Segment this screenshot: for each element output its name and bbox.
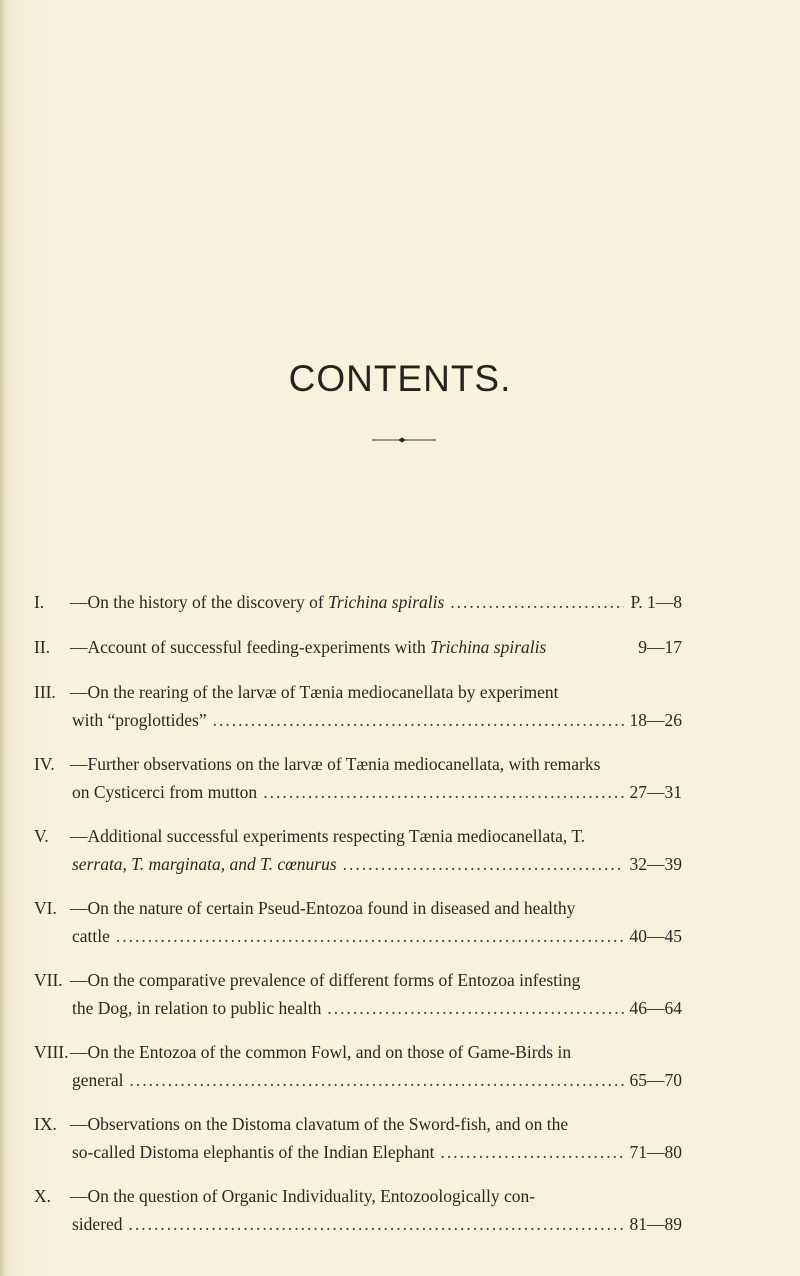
entry-pages: 81—89 (629, 1214, 682, 1234)
entry-pages: 18—26 (629, 710, 682, 730)
page-title: CONTENTS. (288, 358, 512, 399)
entry-title-italic: Trichina spiralis (430, 637, 547, 657)
entry-title: —Account of successful feeding-experiments with Trichina spiralis (70, 637, 547, 657)
entry-numeral: VII. (34, 970, 63, 990)
entry-numeral: IV. (34, 754, 55, 774)
entry-title-line2: general (72, 1070, 124, 1090)
entry-pages: 32—39 (629, 854, 682, 874)
entry-numeral: V. (34, 826, 49, 846)
entry-title-line2: with “proglottides” (72, 710, 207, 730)
entry-numeral: X. (34, 1186, 52, 1206)
dot-leader (116, 926, 624, 946)
entry-numeral: IX. (34, 1114, 57, 1134)
entry-continuation (72, 1142, 682, 1162)
entry-numeral: II. (34, 637, 51, 657)
entry-pages: 71—80 (629, 1142, 682, 1162)
entry-pages: 27—31 (629, 782, 682, 802)
entry-pages: 65—70 (629, 1070, 682, 1090)
entry-title-line2: cattle (72, 926, 110, 946)
entry-pages: 46—64 (629, 998, 682, 1018)
entry-continuation (72, 782, 682, 802)
dot-leader (213, 710, 624, 730)
entry-pages: P. 1—8 (630, 592, 682, 612)
entry-title-line2: the Dog, in relation to public health (72, 998, 322, 1018)
entry-pages: 40—45 (629, 926, 682, 946)
entry-continuation (72, 1070, 682, 1090)
entry-title-line2: on Cysticerci from mutton (72, 782, 258, 802)
dot-leader (441, 1142, 624, 1162)
contents-list: I. —On the history of the discovery of Trichina spiralis ..... P. 1—8 II. —Account of successful feeding-experiments with Trichina spiralis 9—17 III. —On the rearing of the larvæ of Tænia mediocanellata by experiment with “proglottides” ..... 18—26 IV. —Further observations on the larvæ of Tænia mediocanellata, with remarks on Cysticerci from mutton ..... 27—31 V. —Additional successful experiments respecting Tænia mediocanellata, T. serrata, T. marginata, and T. cœnurus ..... 32—39 VI. —On the nature of certain Pseud-Entozoa found in diseased and healthy cattle ..... 40—45 VII. —On the comparative prevalence of different forms of Entozoa infesting the Dog, in relation to public health ..... 46—64 VIII. —On the Entozoa of the common Fowl, and on those of Game-Birds in general ..... 65—70 IX. —Observations on the Distoma clavatum of the Sword-fish, and on the so-called Distoma elephantis of the Indian Elephant ..... 71—80 X. —On the question of Organic Individuality, Entozoologically con- sidered ..... 81—89 (0, 0, 800, 1276)
entry-numeral: VIII. (34, 1042, 69, 1062)
entry-continuation (72, 1214, 682, 1234)
entry-continuation (72, 926, 682, 946)
entry-title-line2: sidered (72, 1214, 123, 1234)
dot-leader (327, 998, 623, 1018)
entry-title-line2: so-called Distoma elephantis of the Indian Elephant (72, 1142, 435, 1162)
entry-numeral: III. (34, 682, 56, 702)
entry-title-italic: Trichina spiralis (328, 592, 445, 612)
dot-leader (263, 782, 623, 802)
entry-numeral: VI. (34, 898, 57, 918)
dot-leader (130, 1070, 624, 1090)
entry-numeral: I. (34, 592, 45, 612)
entry-continuation (72, 710, 682, 730)
entry-continuation (72, 854, 682, 874)
dot-leader (343, 854, 624, 874)
entry-title-line2: serrata, T. marginata, and T. cœnurus (72, 854, 337, 874)
dot-leader (129, 1214, 624, 1234)
dot-leader (450, 592, 624, 612)
entry-title: —On the history of the discovery of Trichina spiralis (70, 592, 445, 612)
entry-continuation (72, 998, 682, 1018)
entry-pages: 9—17 (638, 637, 682, 657)
